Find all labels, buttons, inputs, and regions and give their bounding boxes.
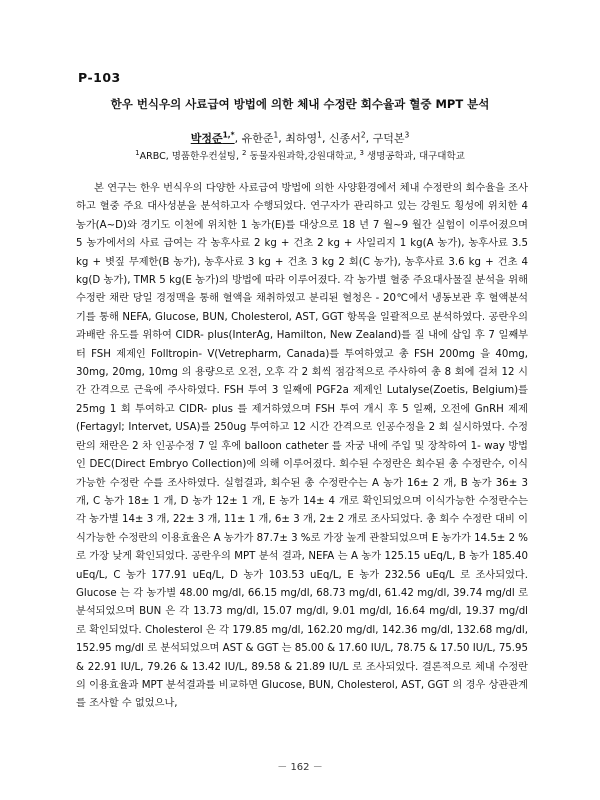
- abstract-body: 본 연구는 한우 번식우의 다양한 사료급여 방법에 의한 사양환경에서 체내 수정란의 회수율을 조사하고 혈중 주요 대사성분을 분석하고자 수행되었다. 연구자가 관리하고 있는 강원도 횡성에 위치한 4 농가(A~D)와 경기도 이천에 위치한 1 농가(E)를 대상으로 18 년 7 월~9 월간 실험이 이루어졌으며 5 농가에서의 사료 급여는 각 농후사료 2 kg + 건초 2 kg + 사일리지 1 kg(A 농가), 농후사료 3.5 kg + 볏짚 무제한(B 농가), 농후사료 3 kg + 건초 3 kg 2 회(C 농가), 농후사료 3.6 kg + 건초 4 kg(D 농가), TMR 5 kg(E 농가)의 방법에 따라 이루어졌다. 각 농가별 혈중 주요대사물질 분석을 위해 수정란 채란 당일 경정맥을 통해 혈액을 채취하였고 분리된 혈청은 - 20℃에서 냉동보관 후 혈액분석기를 통해 NEFA, Glucose, BUN, Cholesterol, AST, GGT 항목을 일괄적으로 분석하였다. 공란우의 과배란 유도를 위하여 CIDR- plus(InterAg, Hamilton, New Zealand)를 질 내에 삽입 후 7 일째부터 FSH 제제인 Folltropin- V(Vetrepharm, Canada)를 투여하였고 총 FSH 200mg 을 40mg, 30mg, 20mg, 10mg 의 용량으로 오전, 오후 각 2 회씩 점감적으로 주사하여 총 8 회에 걸쳐 12 시간 간격으로 근육에 주사하였다. FSH 투여 3 일째에 PGF2a 제제인 Lutalyse(Zoetis, Belgium)를 25mg 1 회 투여하고 CIDR- plus 를 제거하였으며 FSH 투여 개시 후 5 일째, 오전에 GnRH 제제(Fertagyl; Intervet, USA)를 250ug 투여하고 12 시간 간격으로 인공수정을 2 회 실시하였다. 수정란의 채란은 2 차 인공수정 7 일 후에 balloon catheter 를 자궁 내에 주입 및 장착하여 1- way 방법인 DEC(Direct Embryo Collection)에 의해 이루어졌다. 회수된 수정란은 회수된 총 수정란수, 이식가능한 수정란 수를 조사하였다. 실험결과, 회수된 총 수정란수는 A 농가 16± 2 개, B 농가 36± 3 개, C 농가 18± 1 개, D 농가 12± 1 개, E 농가 14± 4 개로 확인되었으며 이식가능한 수정란수는 각 농가별 14± 3 개, 22± 3 개, 11± 1 개, 6± 3 개, 2± 2 개로 조사되었다. 총 회수 수정란 대비 이식가능한 수정란의 이용효율은 A 농가가 87.7± 3 %로 가장 높게 관찰되었으며 E 농가가 14.5± 2 %로 가장 낮게 확인되었다. 공란우의 MPT 분석 결과, NEFA 는 A 농가 125.15 uEq/L, B 농가 185.40 uEq/L, C 농가 177.91 uEq/L, D 농가 103.53 uEq/L, E 농가 232.56 uEq/L 로 조사되었다. Glucose 는 각 농가별 48.00 mg/dl, 66.15 mg/dl, 68.73 mg/dl, 61.42 mg/dl, 39.74 mg/dl 로 분석되었으며 BUN 은 각 13.73 mg/dl, 15.07 mg/dl, 9.01 mg/dl, 16.64 mg/dl, 19.37 mg/dl 로 확인되었다. Cholesterol 은 각 179.85 mg/dl, 162.20 mg/dl, 142.36 mg/dl, 132.68 mg/dl, 152.95 mg/dl 로 분석되었으며 AST & GGT 는 85.00 & 17.60 IU/L, 78.75 & 17.50 IU/L, 75.95 & 22.91 IU/L, 79.26 & 13.42 IU/L, 89.58 & 21.89 IU/L 로 조사되었다. 결론적으로 체내 수정란의 이용효율과 MPT 분석결과를 비교하면 Glucose, BUN, Cholesterol, AST, GGT 의 경우 상관관계를 조사할 수 없었으나,: [76, 183, 528, 710]
- affiliation: $^3$ 생명공학과, 대구대학교: [359, 148, 465, 162]
- author-name: 신종서$^2$: [328, 130, 366, 145]
- affiliation: $^1$ARBC, 명품한우컨설팅,: [135, 148, 243, 162]
- paper-title: 한우 번식우의 사료급여 방법에 의한 체내 수정란 회수율과 혈중 MPT 분석: [110, 97, 490, 111]
- affiliation: $^2$ 동물자원과학,강원대학교,: [242, 148, 360, 162]
- abstract-code: P-103: [78, 70, 121, 85]
- author-name: 구덕본$^3$: [372, 130, 410, 145]
- author-name: 박정준$^{1,*}$: [190, 130, 235, 145]
- author-name: 유한준$^1$: [241, 130, 279, 145]
- affiliations: [0, 148, 600, 162]
- author-list: 박정준$^{1,*}$, 유한준$^1$, 최하영$^1$, 신종서$^2$, 구덕본$^3$: [190, 130, 410, 145]
- author-name: 최하영$^1$: [285, 130, 322, 145]
- page-number: － 162 －: [277, 762, 323, 773]
